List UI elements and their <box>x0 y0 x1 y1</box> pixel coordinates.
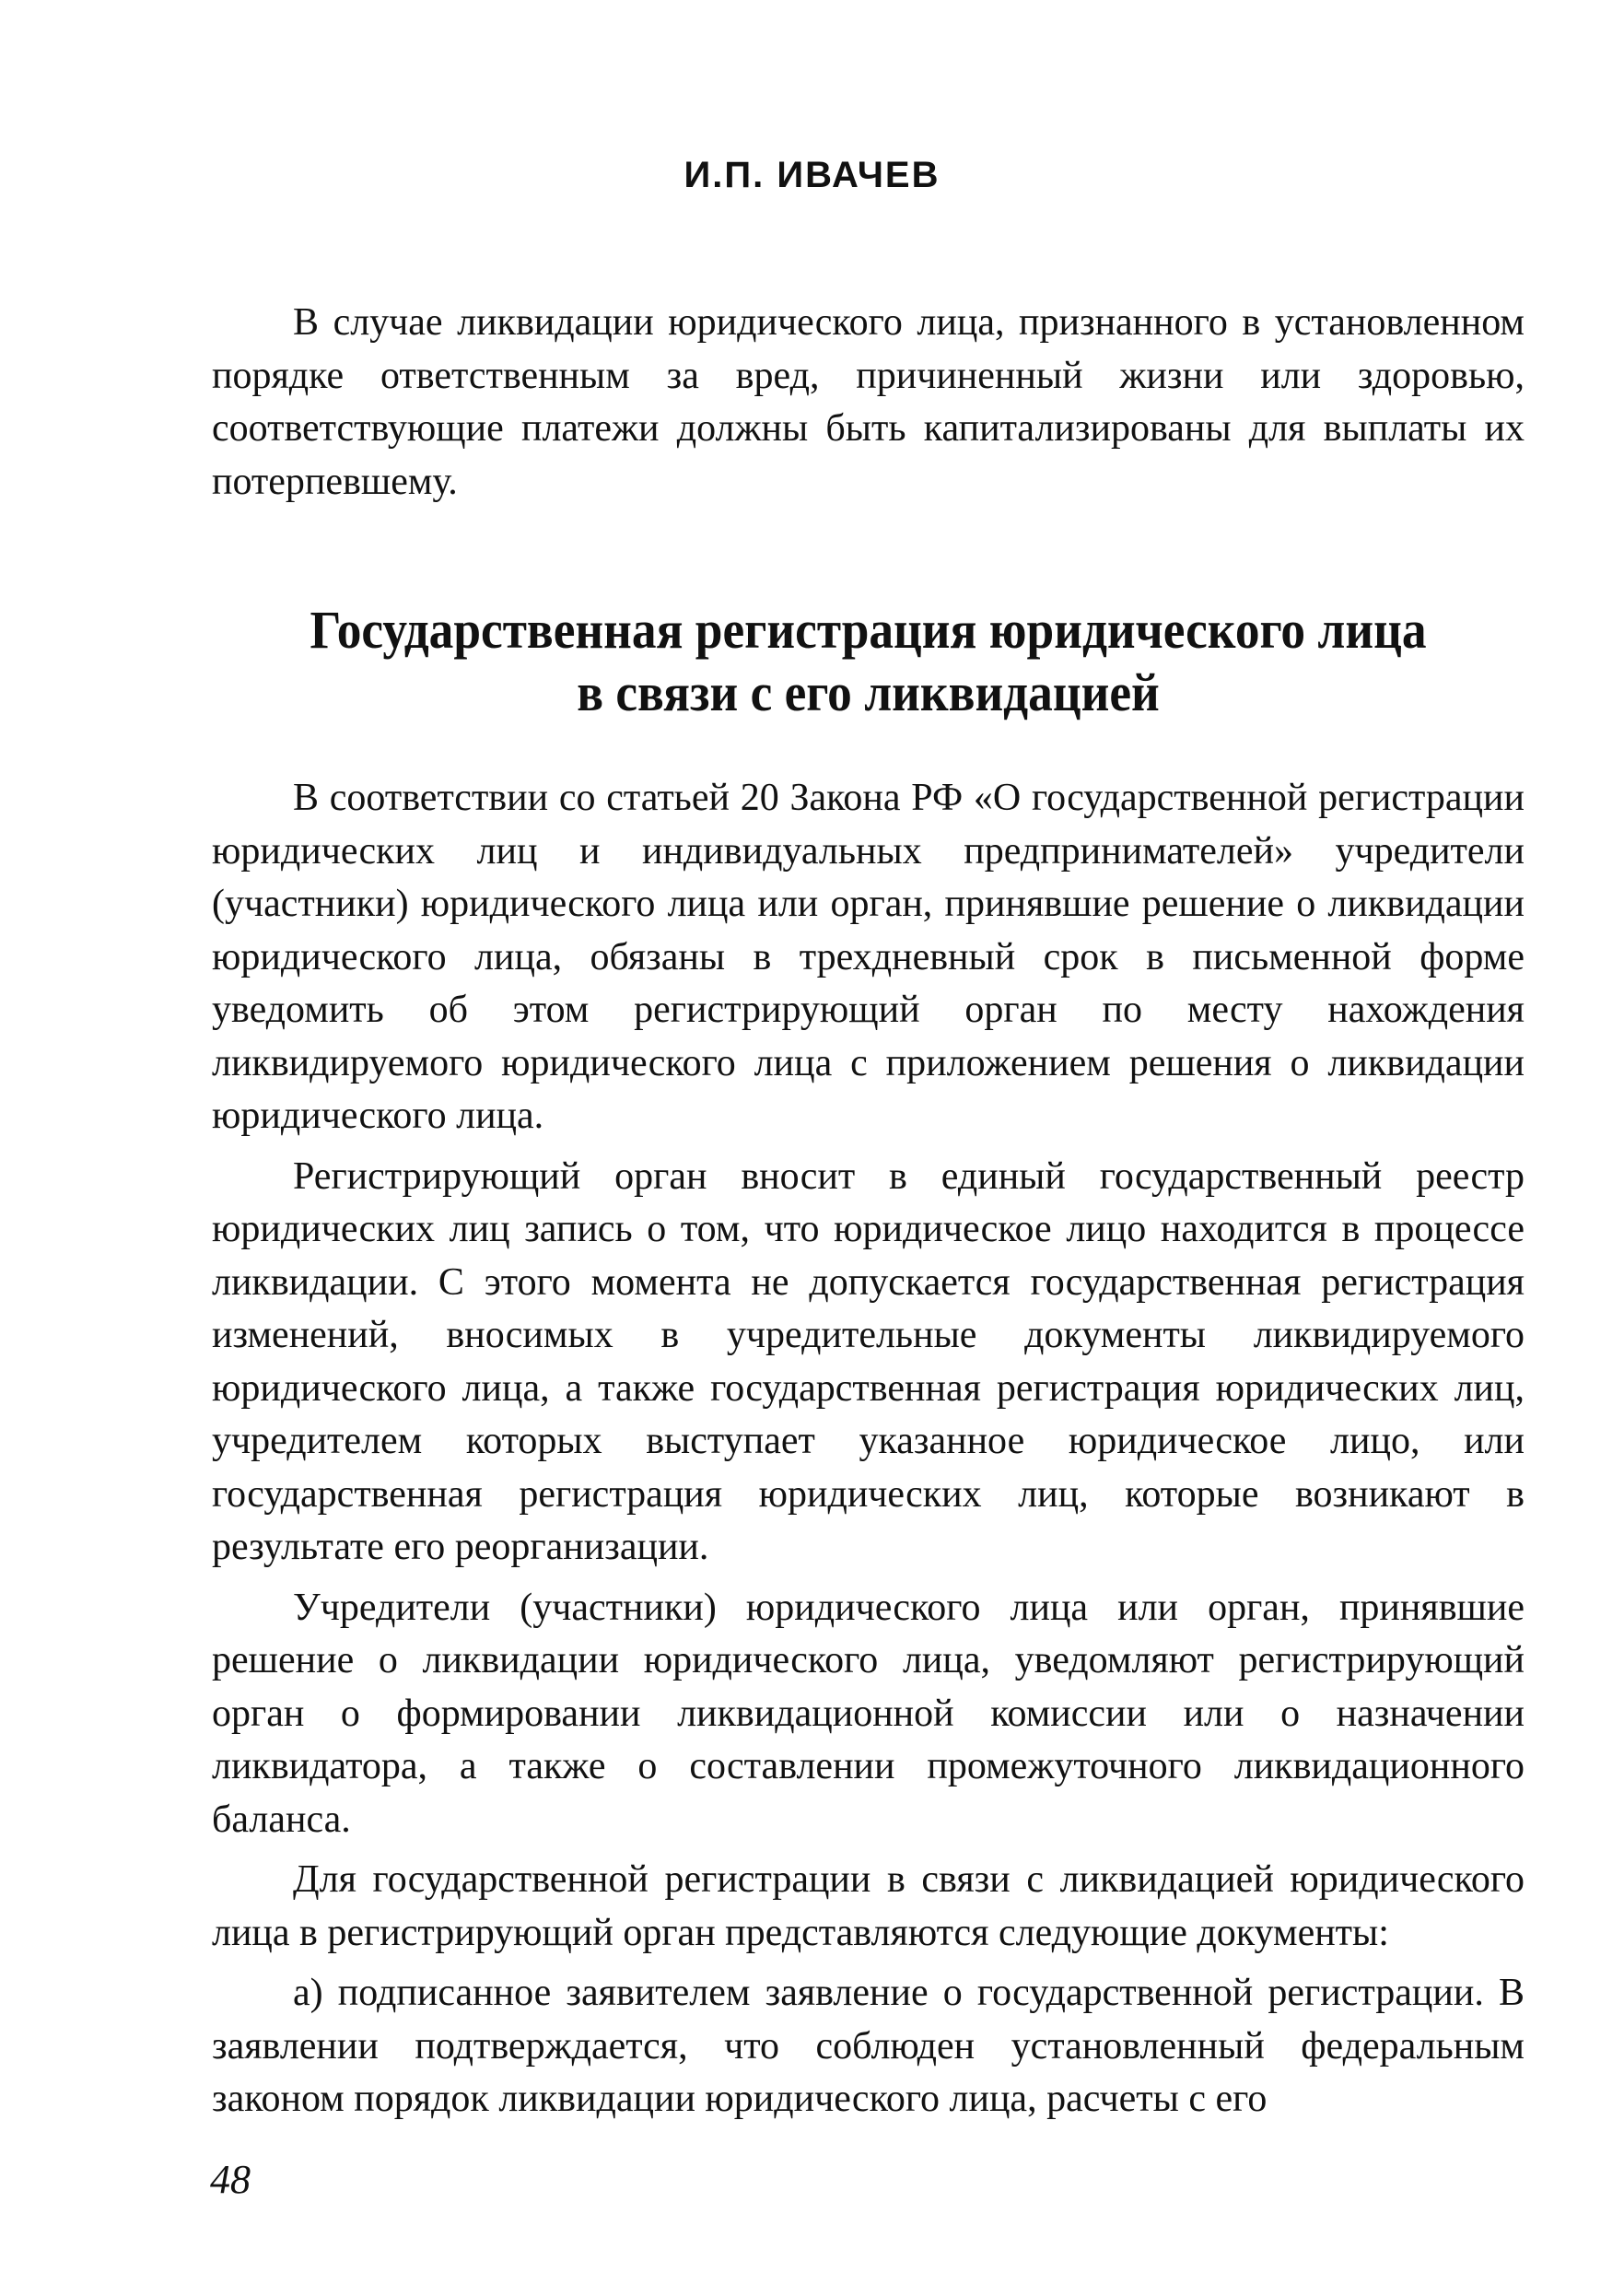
intro-text <box>212 297 1525 509</box>
body-paragraph-5: а) подписанное заявителем заявление о государственной регистрации. В заявлении подтверждается, что соблюден установленный федеральным законом порядок ликвидации юридического лица, расчеты с его <box>212 1972 1525 2120</box>
body-paragraph-2: Регистрирующий орган вносит в единый государственный реестр юридических лиц запись о том, что юридическое лицо находится в процессе ликвидации. С этого момента не допускается государственная регистрация изменений, вносимых в учредительные документы ликвидируемого юридического лица, а также государственная регистрация юридических лиц, учредителем которых выступает указанное юридическое лицо, или государственная регистрация юридических лиц, которые возникают в результате его реорганизации. <box>212 1154 1525 1568</box>
section-body <box>212 772 1525 2126</box>
section-title <box>264 599 1472 724</box>
intro-paragraph: В случае ликвидации юридического лица, признанного в установленном порядке ответственным за вред, причиненный жизни или здоровью, соответствующие платежи должны быть капитализированы для выплаты их потерпевшему. <box>212 301 1525 503</box>
section-title-line-2: в связи с его ликвидацией <box>577 662 1160 722</box>
body-paragraph-4: Для государственной регистрации в связи с ликвидацией юридического лица в регистрирующий орган представляются следующие документы: <box>212 1858 1525 1954</box>
body-paragraph-3: Учредители (участники) юридического лица или орган, принявшие решение о ликвидации юридического лица, уведомляют регистрирующий орган о формировании ликвидационной комиссии или о назначении ликвидатора, а также о составлении промежуточного ликвидационного баланса. <box>212 1586 1525 1841</box>
section-title-line-1: Государственная регистрация юридического лица <box>310 600 1427 660</box>
page-number: 48 <box>210 2157 251 2202</box>
running-head-author: И.П. ИВАЧЕВ <box>683 155 941 195</box>
body-paragraph-1: В соответствии со статьей 20 Закона РФ «О государственной регистрации юридических лиц и индивидуальных предпринимателей» учредители (участники) юридического лица или орган, принявшие решение о ликвидации юридического лица, обязаны в трехдневный срок в письменной форме уведомить об этом регистрирующий орган по месту нахождения ликвидируемого юридического лица с приложением решения о ликвидации юридического лица. <box>212 777 1525 1137</box>
